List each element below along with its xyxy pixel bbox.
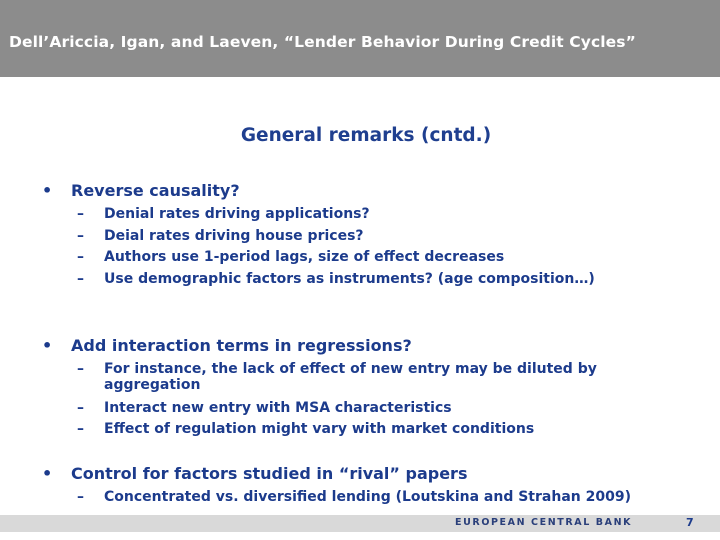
sub-bullet-marker: – (77, 421, 84, 437)
bullet-item (42, 181, 240, 200)
sub-bullet-text: Authors use 1-period lags, size of effect decreases (104, 249, 505, 265)
header-title: Dell’Ariccia, Igan, and Laeven, “Lender Behavior During Credit Cycles” (9, 33, 636, 51)
sub-bullet-text: Use demographic factors as instruments? (age composition…) (104, 271, 595, 287)
sub-bullet-marker: – (77, 400, 84, 416)
sub-bullet-marker: – (77, 249, 84, 265)
sub-bullet-marker: – (77, 361, 84, 377)
bullet-text: Control for factors studied in “rival” papers (71, 464, 468, 483)
footer-organization: EUROPEAN CENTRAL BANK (455, 517, 633, 528)
bullet-text: Reverse causality? (71, 181, 240, 200)
sub-bullet-item (77, 206, 370, 222)
sub-bullet-text: Deial rates driving house prices? (104, 228, 364, 244)
bullet-marker: • (42, 464, 53, 483)
sub-bullet-marker: – (77, 228, 84, 244)
sub-bullet-item (77, 228, 364, 244)
sub-bullet-marker: – (77, 271, 84, 287)
sub-bullet-item (77, 489, 631, 505)
sub-bullet-text: Concentrated vs. diversified lending (Loutskina and Strahan 2009) (104, 489, 631, 505)
sub-bullet-item (77, 400, 452, 416)
bullet-marker: • (42, 336, 53, 355)
bullet-text: Add interaction terms in regressions? (71, 336, 412, 355)
bullet-item (42, 336, 412, 355)
slide-heading: General remarks (cntd.) (240, 125, 492, 146)
sub-bullet-text: For instance, the lack of effect of new entry may be diluted by aggregation (104, 361, 597, 393)
sub-bullet-item (77, 271, 595, 287)
sub-bullet-text: Interact new entry with MSA characteristics (104, 400, 452, 416)
sub-bullet-marker: – (77, 206, 84, 222)
sub-bullet-text: Denial rates driving applications? (104, 206, 370, 222)
sub-bullet-item (77, 421, 534, 437)
sub-bullet-item (77, 361, 644, 393)
sub-bullet-item (77, 249, 504, 265)
sub-bullet-marker: – (77, 489, 84, 505)
bullet-item (42, 464, 467, 483)
bullet-marker: • (42, 181, 53, 200)
page-number: 7 (686, 516, 694, 529)
sub-bullet-text: Effect of regulation might vary with market conditions (104, 421, 535, 437)
